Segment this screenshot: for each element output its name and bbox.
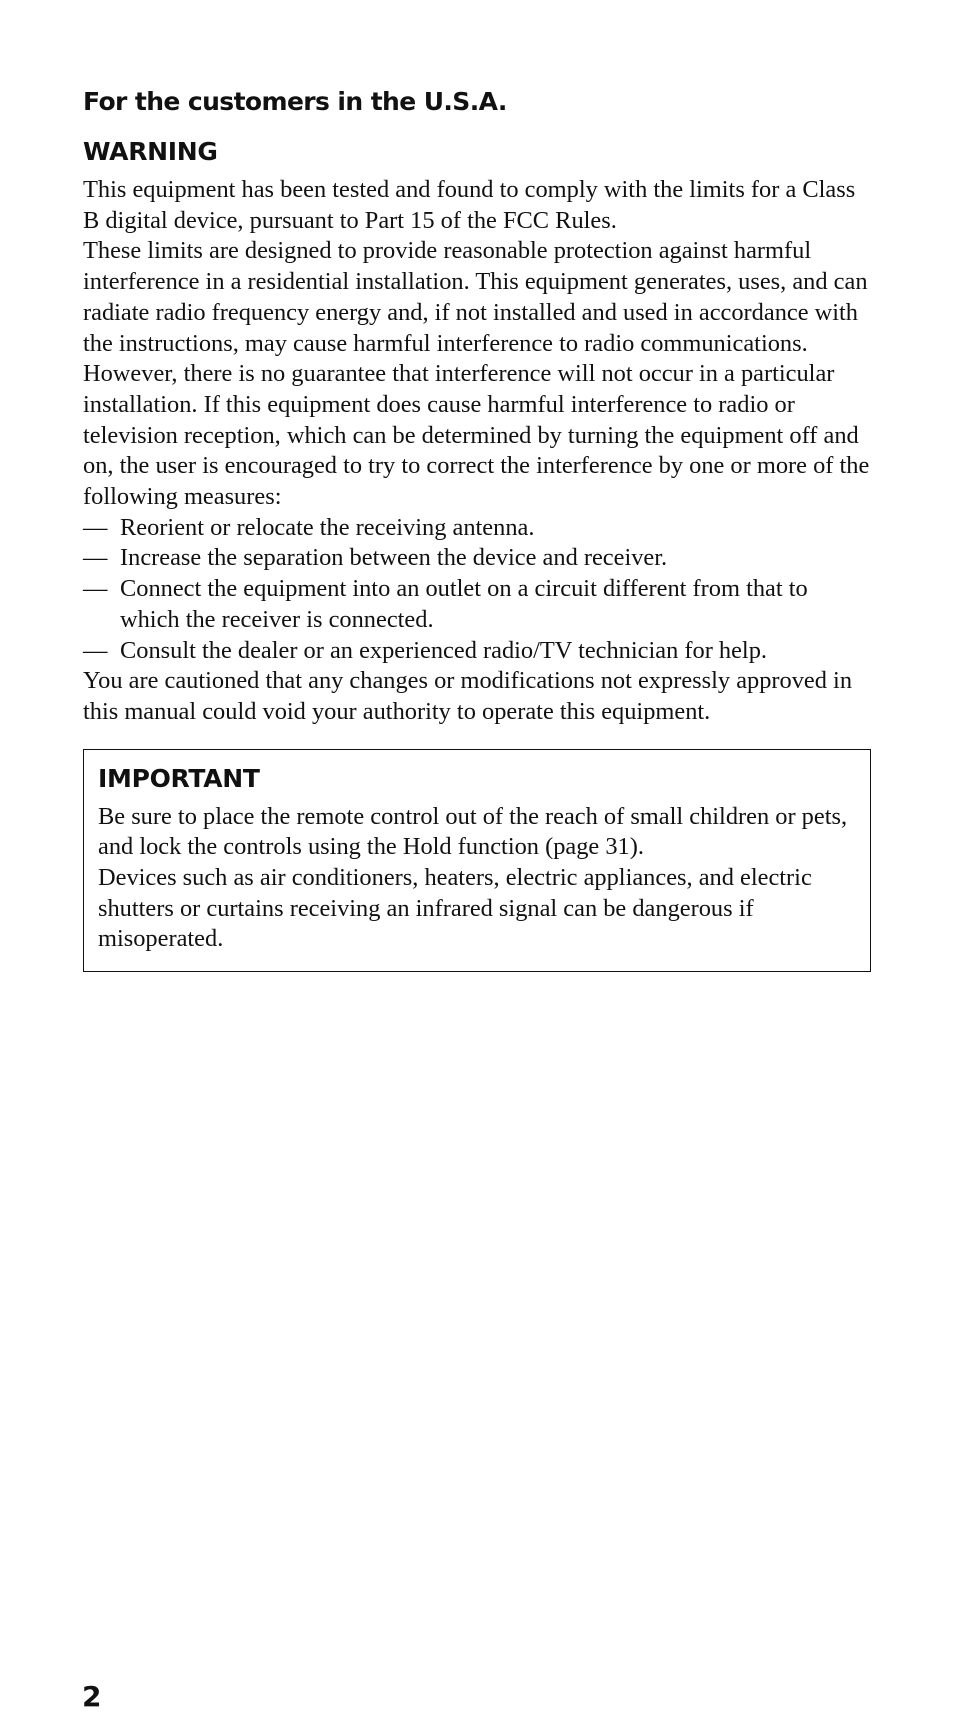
important-heading: IMPORTANT [98,763,260,793]
dash-bullet: — [83,575,108,603]
section-title: For the customers in the U.S.A. [83,87,507,116]
warning-heading: WARNING [83,137,218,166]
page-number: 2 [82,1680,102,1713]
measure-text: Connect the equipment into an outlet on a circuit different from that to which the receiver is connected. [120,575,808,633]
list-item [83,513,873,544]
warning-closing-paragraph: You are cautioned that any changes or modifications not expressly approved in this manual could void your authority to operate this equipment. [83,667,853,725]
measure-text: Reorient or relocate the receiving antenna. [120,513,535,541]
important-paragraph-1: Be sure to place the remote control out of the reach of small children or pets, and lock the controls using the Hold function (page 31). [98,802,848,861]
list-item [83,574,873,635]
warning-limits-paragraph: These limits are designed to provide reasonable protection against harmful interference in a residential installation. This equipment generates, uses, and can radiate radio frequency energy and, if not installed and used in accordance with the instructions, may cause harmful interference to radio communications. However, there is no guarantee that interference will not occur in a particular installation. If this equipment does cause harmful interference to radio or television reception, which can be determined by turning the equipment off and on, the user is encouraged to try to correct the interference by one or more of the following measures: [83,237,870,511]
dash-bullet: — [83,513,108,541]
dash-bullet: — [83,544,108,572]
list-item [83,543,873,574]
measure-text: Increase the separation between the device and receiver. [120,544,668,572]
list-item [83,636,873,667]
measure-text: Consult the dealer or an experienced radio/TV technician for help. [120,636,768,664]
page-content [83,86,873,972]
dash-bullet: — [83,636,108,664]
important-paragraph-2: Devices such as air conditioners, heaters, electric appliances, and electric shutters or curtains receiving an infrared signal can be dangerous if misoperated. [98,864,812,953]
measures-list [83,513,873,667]
warning-intro-paragraph: This equipment has been tested and found to comply with the limits for a Class B digital device, pursuant to Part 15 of the FCC Rules. [83,176,856,234]
important-notice-box [83,749,871,973]
